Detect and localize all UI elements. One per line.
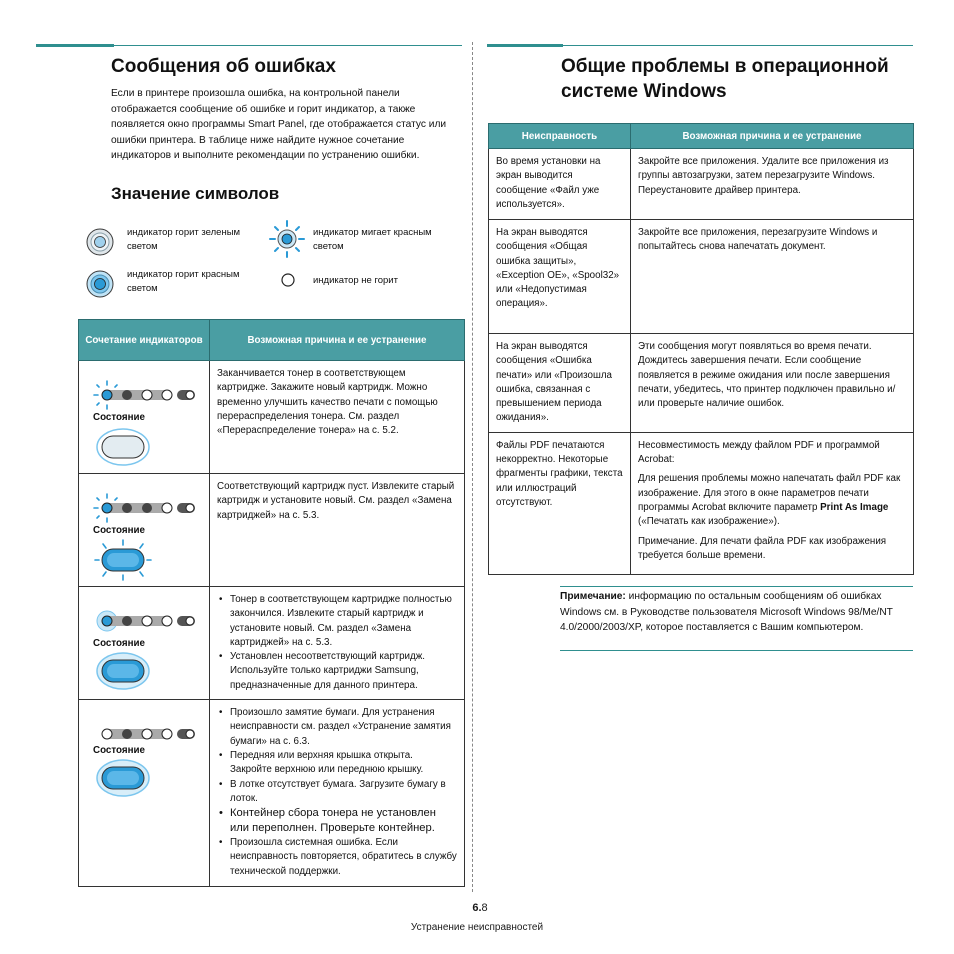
table-row (489, 149, 914, 220)
indicator-combo-cell (79, 474, 210, 587)
problem-cell: Во время установки на экран выводится сообщение «Файл уже используется». (489, 149, 631, 220)
problem-cell: На экран выводятся сообщения «Ошибка печати» или «Произошла ошибка, связанная с превышением периода ожидания». (489, 334, 631, 433)
led-green-icon (85, 227, 115, 257)
table-row (79, 474, 465, 587)
solution-cell: Закройте все приложения, перезагрузите Windows и попытайтесь снова напечатать документ. (631, 220, 914, 334)
indicator-panel-icon (91, 492, 201, 524)
state-label: Состояние (93, 745, 146, 757)
legend-text-red: индикатор горит красным светом (127, 269, 240, 294)
legend-text-green: индикатор горит зеленым светом (127, 227, 241, 252)
note-rule-bottom (560, 650, 913, 651)
indicator-combo-cell (79, 361, 210, 474)
table-row (79, 587, 465, 700)
table-row (489, 334, 914, 433)
windows-problems-table (488, 123, 914, 575)
windows-problems-title: Общие проблемы в операционной системе Windows (561, 56, 889, 102)
status-button-red-icon (95, 758, 151, 798)
indicator-panel-icon (91, 605, 201, 637)
errors-intro: Если в принтере произошла ошибка, на контрольной панели отображается сообщение об ошибке и горит индикатор, а также появляется окно программы Smart Panel, где отображается статус или ошибки принтера. В таблице ниже найдите нужное сочетание индикаторов и выполните рекомендации по устранению ошибки. (111, 88, 447, 161)
symbols-legend (84, 224, 464, 304)
led-off-icon (280, 272, 296, 288)
status-button-blinking-icon (93, 538, 153, 582)
list-item: • Установлен несоответствующий картридж. Используйте только картриджи Samsung, предназначенные для данного принтера. (217, 650, 457, 693)
solution-text: Соответствующий картридж пуст. Извлеките старый картридж и установите новый. См. раздел «Замена картриджей» на с. 5.3. (217, 481, 455, 521)
solution-paragraph: Примечание. Для печати файла PDF как изображения требуется больше времени. (638, 535, 887, 561)
indicator-header-solution: Возможная причина и ее устранение (210, 320, 465, 361)
errors-title: Сообщения об ошибках (111, 56, 336, 77)
solution-cell (210, 361, 465, 474)
table-row (489, 220, 914, 334)
indicator-combo-cell (79, 587, 210, 700)
windows-header-problem: Неисправность (489, 124, 631, 149)
list-item: • Произошла системная ошибка. Если неисправность повторяется, обратитесь в службу технической поддержки. (217, 836, 457, 879)
list-item: • В лотке отсутствует бумага. Загрузите бумагу в лоток. (217, 778, 457, 807)
indicator-table (78, 319, 465, 887)
state-label: Состояние (93, 525, 146, 536)
windows-header-solution: Возможная причина и ее устранение (631, 124, 914, 149)
column-divider (472, 42, 473, 892)
solution-cell (210, 587, 465, 700)
table-row (79, 361, 465, 474)
status-button-red-icon (95, 651, 151, 691)
indicator-header-combo: Сочетание индикаторов (79, 320, 210, 361)
led-red-icon (85, 269, 115, 299)
note-rule-top (560, 586, 913, 587)
indicator-combo-cell (79, 700, 210, 887)
legend-text-blink: индикатор мигает красным светом (313, 227, 432, 252)
solution-text: («Печатать как изображение»). (638, 516, 780, 528)
table-row (489, 432, 914, 574)
page-number (0, 902, 954, 914)
top-rule-right-accent (487, 44, 563, 47)
page-number-chapter: 6. (472, 902, 482, 914)
indicator-panel-icon (91, 379, 201, 411)
solution-cell (210, 700, 465, 887)
solution-cell (210, 474, 465, 587)
list-item: • Тонер в соответствующем картридже полностью закончился. Извлеките старый картридж и установите новый. См. раздел «Замена картриджей» на с. 5.3. (217, 593, 457, 650)
solution-list (217, 706, 457, 879)
symbols-title: Значение символов (111, 184, 280, 203)
led-blinking-red-icon (267, 218, 307, 260)
legend-text-off: индикатор не горит (313, 275, 398, 286)
list-item: • Передняя или верхняя крышка открыта. Закройте верхнюю или переднюю крышку. (217, 749, 457, 778)
problem-cell: На экран выводятся сообщения «Общая ошибка защиты», «Exception OE», «Spool32» или «Недопустимая операция». (489, 220, 631, 334)
solution-cell: Закройте все приложения. Удалите все приложения из группы автозагрузки, затем перезагрузите Windows. Переустановите драйвер принтера. (631, 149, 914, 220)
solution-text: Для решения проблемы можно напечатать файл PDF как изображение. Для этого в окне параметров печати программы Acrobat включите параметр (638, 473, 901, 513)
table-row (79, 700, 465, 887)
windows-note (560, 589, 913, 636)
state-label: Состояние (93, 638, 146, 649)
problem-cell: Файлы PDF печатаются некорректно. Некоторые фрагменты графики, текста или иллюстраций отсутствуют. (489, 432, 631, 574)
solution-text: Заканчивается тонер в соответствующем картридже. Закажите новый картридж. Можно временно улучшить качество печати с помощью перераспределения тонера. См. раздел «Перераспределение тонера» на с. 5.2. (217, 368, 438, 437)
state-label: Состояние (93, 412, 146, 423)
solution-paragraph: Несовместимость между файлом PDF и программой Acrobat: (638, 439, 880, 466)
list-item: • Произошло замятие бумаги. Для устранения неисправности см. раздел «Устранение замятия бумаги» на с. 6.3. (217, 706, 457, 749)
solution-paragraph (638, 472, 906, 529)
print-as-image-option: Print As Image (820, 501, 889, 513)
note-label: Примечание: (560, 591, 626, 602)
footer-section: Устранение неисправностей (410, 922, 544, 933)
page-number-page: 8 (481, 902, 488, 914)
note-text: информацию по остальным сообщениям об ошибках Windows см. в Руководстве пользователя Microsoft Windows 98/Me/NT 4.0/2000/2003/XP, которое поставляется с Вашим компьютером. (560, 591, 893, 633)
list-item: • Контейнер сбора тонера не установлен или переполнен. Проверьте контейнер. (217, 806, 457, 836)
solution-list (217, 593, 457, 693)
solution-cell: Эти сообщения могут появляться во время печати. Дождитесь завершения печати. Если сообщение появляется в режиме ожидания или после завершения печати, убедитесь, что принтер подключен правильно и/или проверьте наличие ошибок. (631, 334, 914, 433)
status-button-icon (95, 427, 151, 467)
solution-cell (631, 432, 914, 574)
top-rule-left-accent (36, 44, 114, 47)
